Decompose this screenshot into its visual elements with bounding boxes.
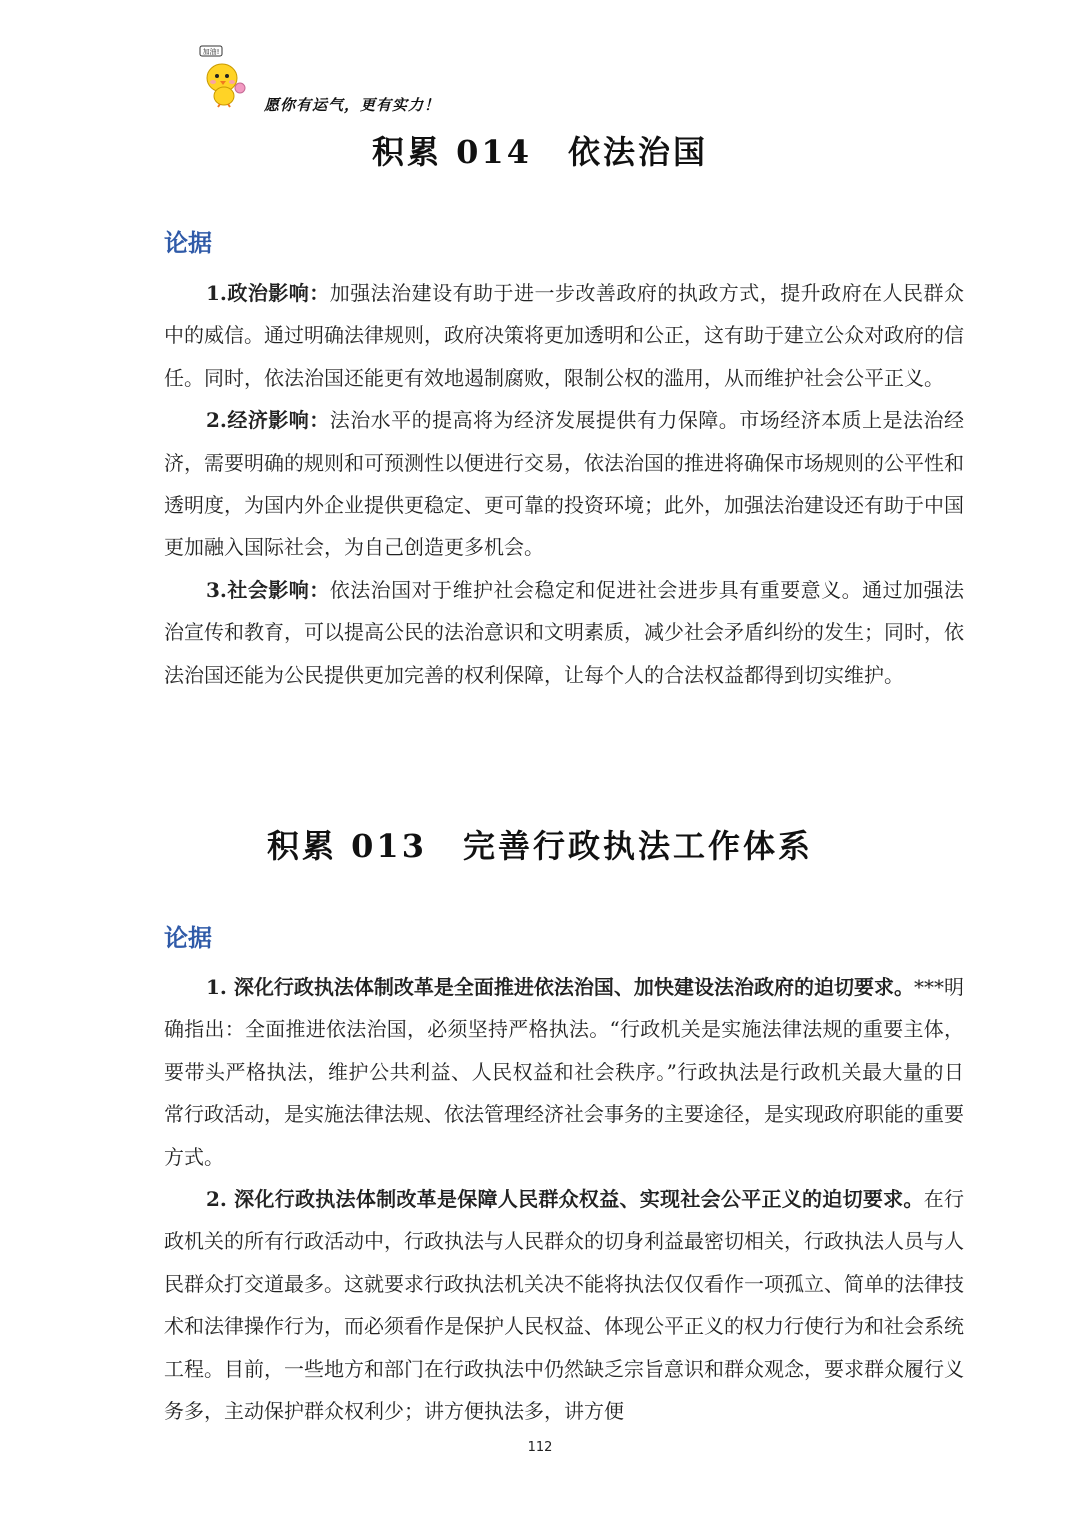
paragraph-text: 依法治国对于维护社会稳定和促进社会进步具有重要意义。通过加强法治宣传和教育，可以提高公民的法治意识和文明素质，减少社会矛盾纠纷的发生；同时，依法治国还能为公民提供更加完善的权利保障，让每个人的合法权益都得到切实维护。 (164, 577, 964, 687)
section-heading: 论据 (164, 924, 212, 952)
paragraph (164, 1178, 964, 1432)
paragraph-label: 1.政治影响： (206, 281, 330, 305)
section-title (0, 132, 1080, 172)
paragraph (164, 966, 964, 1178)
paragraph (164, 272, 964, 399)
title-text: 完善行政执法工作体系 (462, 827, 813, 865)
paragraph-text: 在行政机关的所有行政活动中，行政执法与人民群众的切身利益最密切相关，行政执法人员与人民群众打交道最多。这就要求行政执法机关决不能将执法仅仅看作一项孤立、简单的法律技术和法律操作行为，而必须看作是保护人民权益、体现公平正义的权力行使行为和社会系统工程。目前，一些地方和部门在行政执法中仍然缺乏宗旨意识和群众观念，要求群众履行义务多，主动保护群众权利少；讲方便执法多，讲方便 (164, 1187, 965, 1424)
section-body (164, 966, 964, 1432)
paragraph-label: 2.经济影响： (206, 408, 330, 433)
page-number: 112 (527, 1440, 553, 1455)
title-code: 积累 014 (372, 133, 532, 171)
paragraph-label: 3.社会影响： (206, 577, 330, 602)
section-title (0, 826, 1080, 866)
paragraph-label: 1. 深化行政执法体制改革是全面推进依法治国、加快建设法治政府的迫切要求。 (206, 975, 914, 999)
mascot-badge: 加油! (202, 48, 220, 56)
paragraph (164, 569, 964, 696)
section-heading: 论据 (164, 229, 212, 257)
paragraph-text: 加强法治建设有助于进一步改善政府的执政方式，提升政府在人民群众中的威信。通过明确法律规则，政府决策将更加透明和公正，这有助于建立公众对政府的信任。同时，依法治国还能更有效地遏制腐败，限制公权的滥用，从而维护社会公平正义。 (164, 281, 964, 390)
paragraph-text: ***明确指出：全面推进依法治国，必须坚持严格执法。“行政机关是实施法律法规的重要主体，要带头严格执法，维护公共利益、人民权益和社会秩序。”行政执法是行政机关最大量的日常行政活动，是实施法律法规、依法管理经济社会事务的主要途径，是实现政府职能的重要方式。 (164, 975, 965, 1169)
title-code: 积累 013 (267, 827, 427, 865)
chick-mascot-icon (198, 44, 254, 108)
section-body (164, 272, 964, 696)
paragraph-text: 法治水平的提高将为经济发展提供有力保障。市场经济本质上是法治经济，需要明确的规则和可预测性以便进行交易，依法治国的推进将确保市场规则的公平性和透明度，为国内外企业提供更稳定、更可靠的投资环境；此外，加强法治建设还有助于中国更加融入国际社会，为自己创造更多机会。 (164, 408, 964, 560)
slogan: 愿你有运气，更有实力！ (264, 96, 441, 114)
title-text: 依法治国 (567, 133, 708, 171)
paragraph-label: 2. 深化行政执法体制改革是保障人民群众权益、实现社会公平正义的迫切要求。 (206, 1187, 924, 1212)
paragraph (164, 399, 964, 569)
